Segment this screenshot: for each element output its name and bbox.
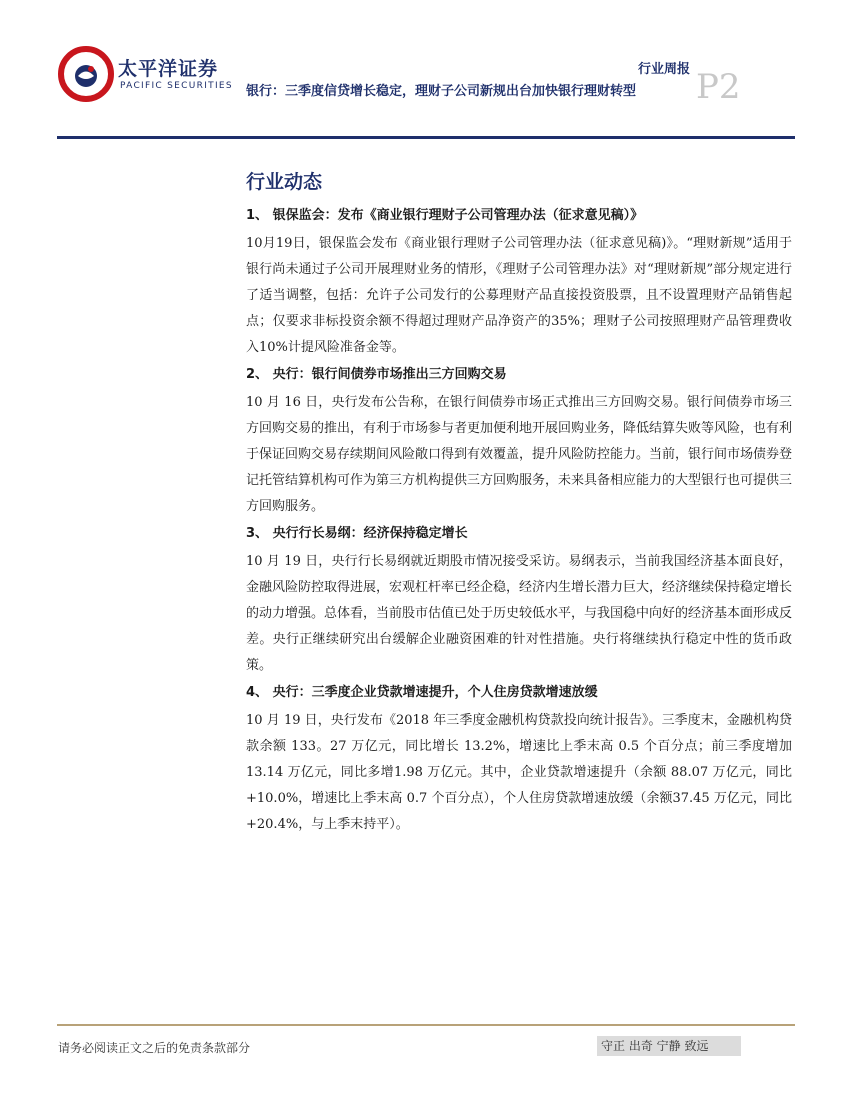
- footer-disclaimer: 请务必阅读正文之后的免责条款部分: [58, 1041, 251, 1055]
- news-item-body: 10 月 19 日，央行行长易纲就近期股市情况接受采访。易纲表示，当前我国经济基本面良好，金融风险防控取得进展，宏观杠杆率已经企稳，经济内生增长潜力巨大，经济继续保持稳定增长的动力增强。总体看，当前股市估值已处于历史较低水平，与我国稳中向好的经济基本面形成反差。央行正继续研究出台缓解企业融资困难的针对性措施。央行将继续执行稳定中性的货币政策。: [246, 554, 793, 673]
- news-item-body: 10月19日，银保监会发布《商业银行理财子公司管理办法（征求意见稿)》。“理财新规”适用于银行尚未通过子公司开展理财业务的情形，《理财子公司管理办法》对“理财新规”部分规定进行了适当调整，包括：允许子公司发行的公募理财产品直接投资股票，且不设置理财产品销售起点；仅要求非标投资余额不得超过理财产品净资产的35%；理财子公司按照理财产品管理费收入10%计提风险准备金等。: [246, 236, 792, 355]
- news-item-heading: 4、 央行：三季度企业贷款增速提升，个人住房贷款增速放缓: [246, 685, 598, 700]
- logo-english-name: PACIFIC SECURITIES: [120, 81, 233, 91]
- report-type: 行业周报: [637, 62, 690, 77]
- report-title: 银行：三季度信贷增长稳定，理财子公司新规出台加快银行理财转型: [246, 84, 637, 99]
- pacific-logo-icon: [58, 46, 114, 102]
- news-list: [246, 202, 792, 840]
- footer-motto: 守正 出奇 宁静 致远: [597, 1036, 741, 1056]
- company-logo: [58, 46, 238, 106]
- news-item-heading: 3、 央行行长易纲：经济保持稳定增长: [246, 526, 468, 541]
- news-item-heading: 2、 央行：银行间债券市场推出三方回购交易: [246, 367, 507, 382]
- logo-chinese-name: 太平洋证券: [118, 58, 219, 80]
- news-item-body: 10 月 16 日，央行发布公告称，在银行间债券市场正式推出三方回购交易。银行间债券市场三方回购交易的推出，有利于市场参与者更加便利地开展回购业务，降低结算失败等风险，也有利于保证回购交易存续期间风险敞口得到有效覆盖，提升风险防控能力。当前，银行间市场债券登记托管结算机构可作为第三方机构提供三方回购服务，未来具备相应能力的大型银行也可提供三方回购服务。: [246, 395, 793, 514]
- page-number: P2: [696, 67, 741, 107]
- news-item-heading: 1、 银保监会：发布《商业银行理财子公司管理办法（征求意见稿）》: [246, 208, 644, 223]
- header-divider: [57, 136, 795, 139]
- news-item-body: 10 月 19 日，央行发布《2018 年三季度金融机构贷款投向统计报告》。三季度末，金融机构贷款余额 133。27 万亿元，同比增长 13.2%，增速比上季末高 0.5 个百分点；前三季度增加13.14 万亿元，同比多增1.98 万亿元。其中，企业贷款增速提升（余额 88.07 万亿元，同比+10.0%，增速比上季末高 0.7 个百分点），个人住房贷款增速放缓（余额37.45 万亿元，同比+20.4%，与上季末持平）。: [246, 713, 792, 832]
- footer-divider: [57, 1024, 795, 1026]
- section-heading: 行业动态: [246, 171, 323, 193]
